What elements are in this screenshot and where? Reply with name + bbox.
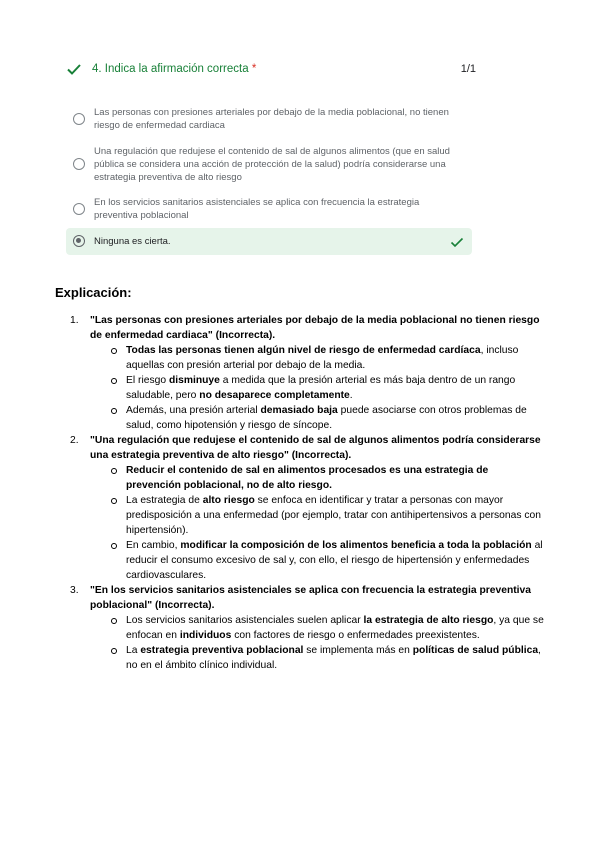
subitem-text: al reducir el consumo excesivo de sal y, con ello, el riesgo de hipertensión y enfermedades cardiovasculares.	[126, 540, 543, 581]
explanation-list	[70, 313, 545, 673]
subitem-text: individuos	[179, 630, 232, 641]
circle-bullet-icon	[111, 408, 117, 414]
circle-bullet-icon	[111, 648, 117, 654]
subitem-text: Todas las personas tienen algún nivel de riesgo de enfermedad cardíaca	[126, 345, 481, 356]
subitem-text: a medida que la presión arterial es más baja dentro de un rango saludable, pero	[126, 375, 516, 401]
item-heading: "En los servicios sanitarios asistenciales se aplica con frecuencia la estrategia preventiva poblacional" (Incorrecta).	[90, 585, 532, 611]
question-score: 1/1	[460, 63, 476, 75]
circle-bullet-icon	[111, 498, 117, 504]
subitem-text: Los servicios sanitarios asistenciales suelen aplicar	[126, 615, 364, 626]
subitem-text: El riesgo	[126, 375, 169, 386]
subitem-text: Además, una presión arterial	[126, 405, 261, 416]
subitem-text: La	[126, 645, 141, 656]
subitem-text: puede asociarse con otros problemas de salud, como hipotensión y riesgo de síncope.	[126, 405, 527, 431]
circle-bullet-icon	[111, 378, 117, 384]
subitem-text: En cambio,	[126, 540, 181, 551]
subitem-text: con factores de riesgo o enfermedades preexistentes.	[231, 630, 480, 641]
subitem-text: modificar la composición de los alimentos beneficia a toda la población	[180, 540, 532, 551]
radio-button[interactable]	[73, 203, 85, 215]
explanation-item	[70, 433, 545, 463]
subitem-text: la estrategia de alto riesgo	[363, 615, 494, 626]
item-number: 2.	[70, 435, 79, 446]
radio-button[interactable]	[73, 158, 85, 170]
circle-bullet-icon	[111, 618, 117, 624]
option-4-selected[interactable]	[66, 228, 472, 255]
subitem-text: , incluso aquellas con presión arterial por debajo de la media.	[126, 345, 519, 371]
radio-button[interactable]	[73, 113, 85, 125]
subitem-text: no desaparece completamente	[199, 390, 350, 401]
radio-button-selected[interactable]	[73, 235, 85, 247]
item-heading: "Las personas con presiones arteriales por debajo de la media poblacional no tienen riesgo de enfermedad cardiaca" (Incorrecta).	[90, 315, 540, 341]
subitem-text: alto riesgo	[202, 495, 255, 506]
subitem-text: estrategia preventiva poblacional	[140, 645, 304, 656]
required-mark: *	[251, 63, 257, 75]
item-number: 1.	[70, 315, 79, 326]
question-title: 4. Indica la afirmación correcta *	[92, 63, 257, 75]
explanation-item	[70, 583, 545, 613]
option-1[interactable]	[66, 104, 472, 134]
subitem-text: se implementa más en	[303, 645, 413, 656]
option-label: Las personas con presiones arteriales por debajo de la media poblacional, no tienen riesgo de enfermedad cardiaca	[94, 107, 449, 131]
option-3[interactable]	[66, 194, 472, 224]
explanation-subitem	[70, 463, 545, 493]
item-heading: "Una regulación que redujese el contenido de sal de algunos alimentos podría considerarse una estrategia preventiva de alto riesgo" (Incorrecta).	[90, 435, 541, 461]
question-header	[66, 60, 476, 80]
item-number: 3.	[70, 585, 79, 596]
explanation-subitem	[70, 493, 545, 538]
explanation-subitem	[70, 403, 545, 433]
subitem-text: demasiado baja	[260, 405, 338, 416]
subitem-text: La estrategia de	[126, 495, 203, 506]
subitem-text: Reducir el contenido de sal en alimentos procesados es una estrategia de prevención poblacional, no de alto riesgo.	[126, 465, 489, 491]
explanation-subitem	[70, 343, 545, 373]
subitem-text: disminuye	[168, 375, 220, 386]
explanation-title: Explicación:	[55, 285, 132, 300]
subitem-text: políticas de salud pública	[412, 645, 539, 656]
explanation-subitem	[70, 538, 545, 583]
circle-bullet-icon	[111, 543, 117, 549]
correct-check-icon	[66, 61, 82, 77]
subitem-text: , no en el ámbito clínico individual.	[126, 645, 541, 671]
explanation-subitem	[70, 613, 545, 643]
subitem-text: se enfoca en identificar y tratar a personas con mayor predisposición a una enfermedad (por ejemplo, tratar con antihipertensivos a personas con hipertensión).	[126, 495, 541, 536]
subitem-text: , ya que se enfocan en	[126, 615, 544, 641]
explanation-item	[70, 313, 545, 343]
explanation-subitem	[70, 643, 545, 673]
circle-bullet-icon	[111, 468, 117, 474]
explanation-subitem	[70, 373, 545, 403]
subitem-text: .	[349, 390, 353, 401]
correct-check-icon	[450, 235, 464, 249]
option-label: En los servicios sanitarios asistenciales se aplica con frecuencia la estrategia preventiva poblacional	[94, 197, 420, 221]
option-2[interactable]	[66, 143, 472, 185]
option-label: Una regulación que redujese el contenido de sal de algunos alimentos (que en salud pública se considera una acción de protección de la salud) podría considerarse una estrategia preventiva de alto riesgo	[94, 146, 450, 183]
option-label: Ninguna es cierta.	[94, 236, 171, 247]
circle-bullet-icon	[111, 348, 117, 354]
